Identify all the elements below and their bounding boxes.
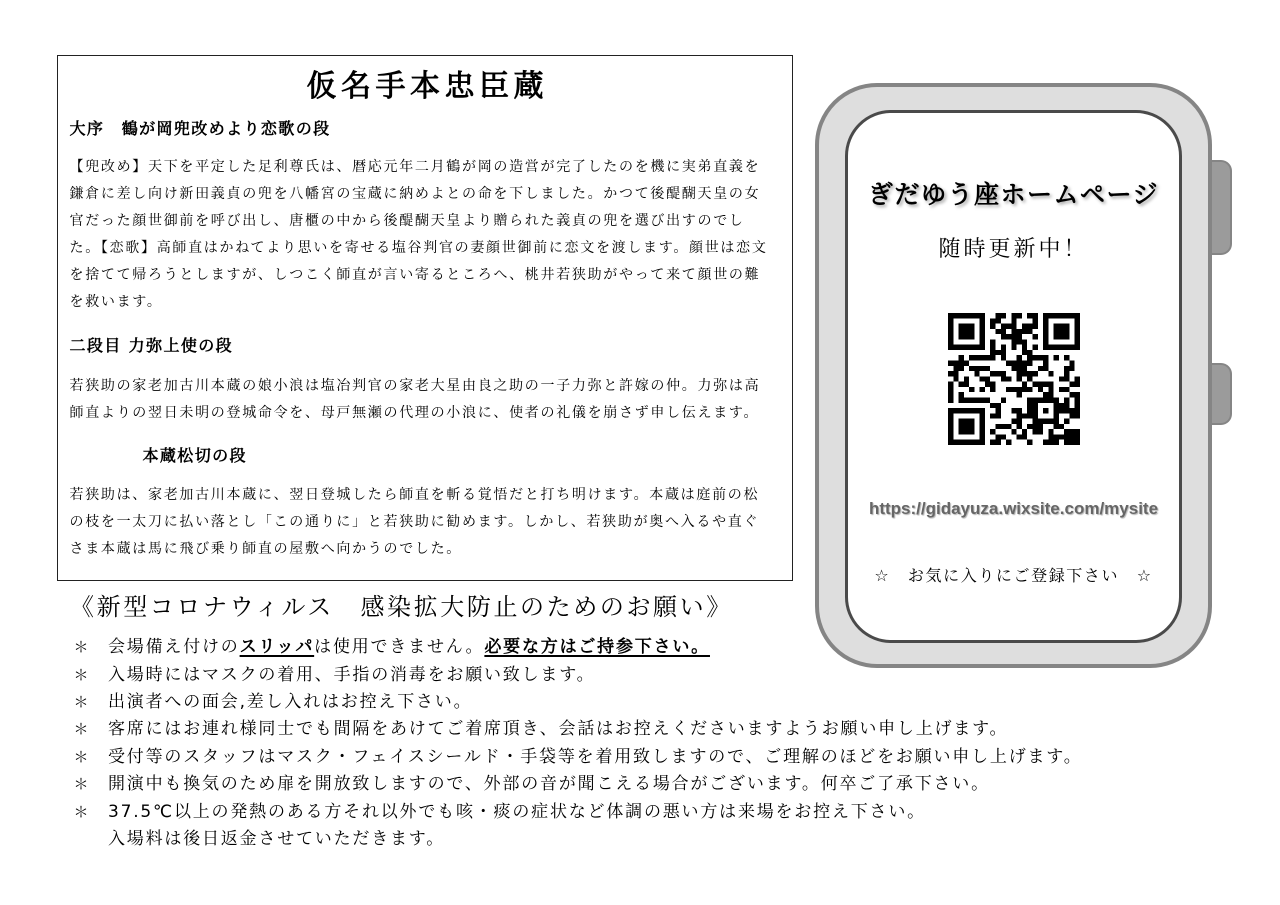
notice-item-text: 出演者への面会,差し入れはお控え下さい。 <box>108 692 473 713</box>
notice-emphasis-slippers: スリッパ <box>239 637 315 658</box>
notice-item-text: 受付等のスタッフはマスク・フェイスシールド・手袋等を着用致しますので、ご理解のほどをお願い申し上げます。 <box>108 746 1083 767</box>
notice-item-text: 客席にはお連れ様同士でも間隔をあけてご着席頂き、会話はお控えくださいますようお願い申し上げます。 <box>108 719 1009 740</box>
notice-continuation-text: 入場料は後日返金させていただきます。 <box>108 829 446 850</box>
bullet-marker: ＊ <box>73 693 89 712</box>
bullet-marker: ＊ <box>73 720 89 739</box>
notice-item <box>70 716 1220 743</box>
scene-text-line: 若狭助は、家老加古川本蔵に、翌日登城したら師直を斬る覚悟だと打ち明けます。本蔵は庭前の松 <box>69 487 760 503</box>
bullet-marker: ＊ <box>73 775 89 794</box>
homepage-card-watch <box>815 83 1235 668</box>
notice-item-text: 37.5℃以上の発熱のある方それ以外でも咳・痰の症状など体調の悪い方は来場をお控え下さい。 <box>108 801 926 822</box>
scene-text-line: を救います。 <box>69 294 163 310</box>
homepage-url-link[interactable]: https://gidayuza.wixsite.com/mysite <box>868 499 1159 518</box>
play-title: 仮名手本忠臣蔵 <box>306 69 548 104</box>
scene-heading-act-two: 二段目 力弥上使の段 <box>69 335 234 355</box>
synopsis-box <box>57 55 793 581</box>
notice-item-text: 開演中も換気のため扉を開放致しますので、外部の音が聞こえる場合がございます。何卒ご了承下さい。 <box>108 774 990 795</box>
notice-item-text: 入場時にはマスクの着用、手指の消毒をお願い致します。 <box>108 664 596 685</box>
update-status: 随時更新中！ <box>938 237 1089 262</box>
scene-text-line: 若狭助の家老加古川本蔵の娘小浪は塩冶判官の家老大星由良之助の一子力弥と許嫁の仲。力弥は高 <box>69 378 761 394</box>
scene-text-line: 官だった顔世御前を呼び出し、唐櫃の中から後醍醐天皇より贈られた義貞の兜を選び出すのでし <box>69 213 745 229</box>
qr-modules <box>948 313 1080 445</box>
scene-text-line: 鎌倉に差し向け新田義貞の兜を八幡宮の宝蔵に納めよとの命を下しました。かつて後醍醐天皇の女 <box>69 186 761 202</box>
bookmark-prompt: ☆ お気に入りにご登録下さい ☆ <box>874 566 1153 585</box>
watch-screen <box>845 110 1182 643</box>
scene-text-honzo-pine <box>70 482 786 563</box>
notice-emphasis-bring-own: 必要な方はご持参下さい。 <box>484 637 710 658</box>
notice-item <box>70 744 1220 771</box>
homepage-title: ぎだゆう座ホームページ <box>867 180 1159 209</box>
notice-text-lead: 会場備え付けの <box>108 637 240 658</box>
notice-item <box>70 799 1220 826</box>
notice-title: 《新型コロナウィルス 感染拡大防止のためのお願い》 <box>70 593 733 621</box>
scene-text-act-two <box>70 373 786 427</box>
scene-text-line: を捨てて帰ろうとしますが、しつこく師直が言い寄るところへ、桃井若狭助がやって来て顔世の難 <box>69 267 761 283</box>
notice-item-continuation <box>70 826 1220 853</box>
scene-text-line: さま本蔵は馬に飛び乗り師直の屋敷へ向かうのでした。 <box>69 541 462 557</box>
qr-code-icon <box>948 313 1080 445</box>
scene-text-line: 【兜改め】天下を平定した足利尊氏は、暦応元年二月鶴が岡の造営が完了したのを機に実弟直義を <box>69 159 761 175</box>
scene-heading-honzo-pine: 本蔵松切の段 <box>142 445 247 465</box>
bullet-marker: ＊ <box>73 747 89 766</box>
scene-text-line: の枝を一太刀に払い落とし「この通りに」と若狭助に勧めます。しかし、若狭助が奥へ入るや直ぐ <box>69 514 760 530</box>
scene-text-line: 師直よりの翌日未明の登城命令を、母戸無瀬の代理の小浪に、使者の礼儀を崩さず申し伝えます。 <box>69 405 760 421</box>
scene-text-line: た。【恋歌】高師直はかねてより思いを寄せる塩谷判官の妻顔世御前に恋文を渡します。顔世は恋文 <box>69 240 768 256</box>
bullet-marker: ＊ <box>73 665 89 684</box>
notice-item <box>70 689 1220 716</box>
notice-item-text <box>108 634 710 661</box>
scene-heading-jojo: 大序 鶴が岡兜改めより恋歌の段 <box>69 118 331 138</box>
scene-text-jojo <box>70 154 786 316</box>
notice-item <box>70 771 1220 798</box>
notice-text-middle: は使用できません。 <box>314 637 485 658</box>
bullet-marker: ＊ <box>73 802 89 821</box>
bullet-marker: ＊ <box>73 638 89 657</box>
